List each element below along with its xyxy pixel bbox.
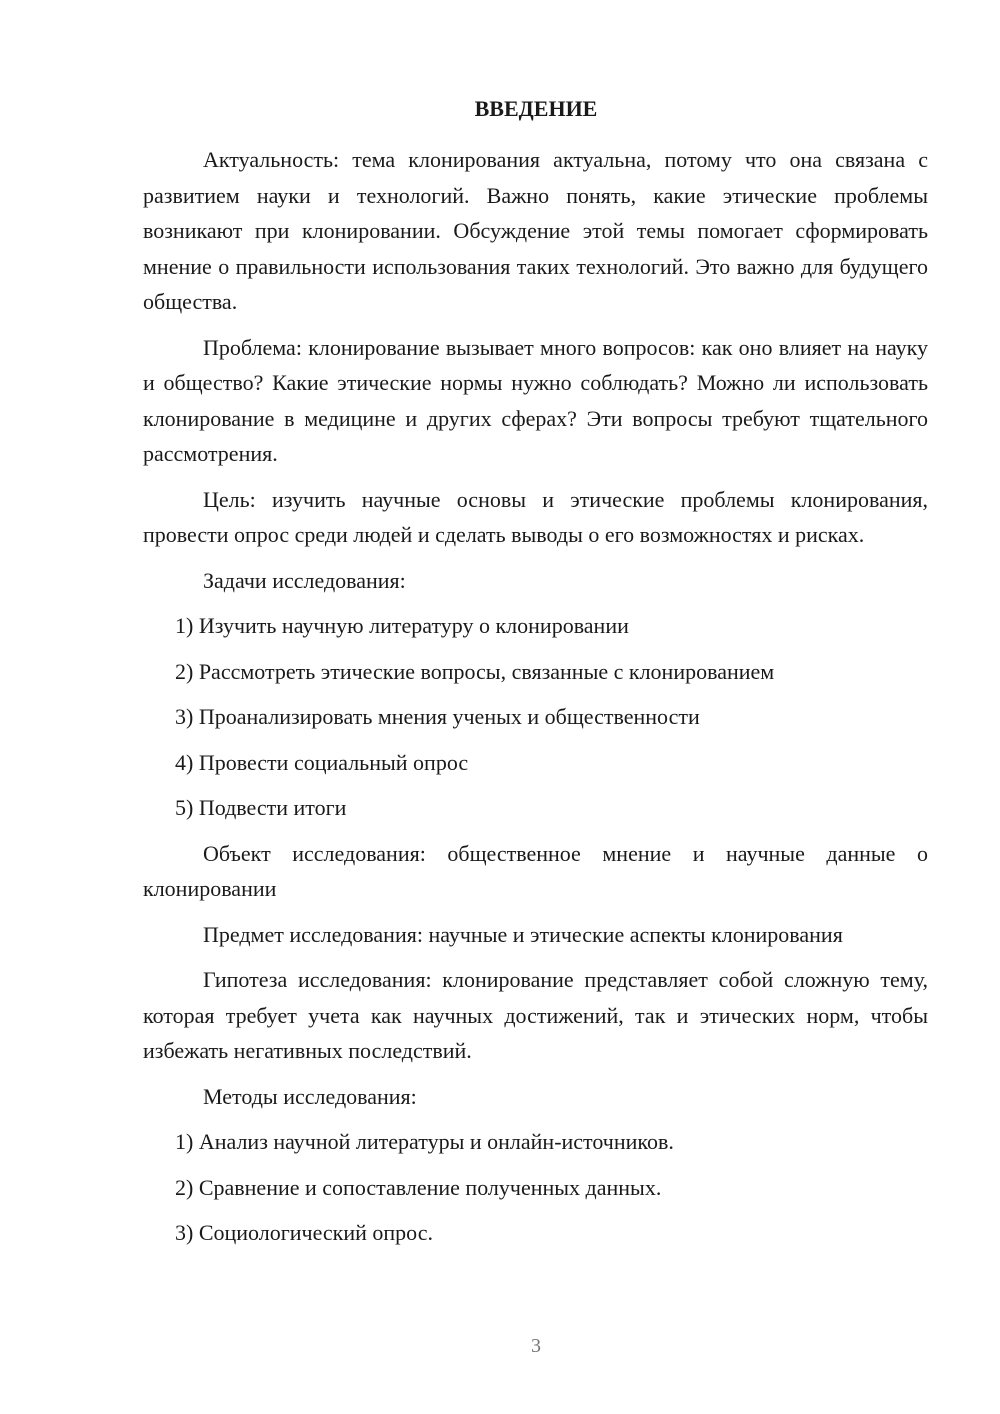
tasks-heading: Задачи исследования: — [203, 567, 406, 593]
subject-paragraph: Предмет исследования: научные и этические аспекты клонирования — [203, 921, 843, 947]
method-item: 3) Социологический опрос. — [175, 1220, 433, 1245]
object-paragraph: Объект исследования: общественное мнение и научные данные о клонировании — [143, 840, 928, 901]
task-item: 3) Проанализировать мнения ученых и общественности — [175, 704, 700, 729]
page-number: 3 — [531, 1335, 541, 1357]
task-item: 1) Изучить научную литературу о клонировании — [175, 613, 629, 638]
task-item: 4) Провести социальный опрос — [175, 749, 469, 775]
methods-heading: Методы исследования: — [203, 1083, 417, 1109]
relevance-paragraph: Актуальность: тема клонирования актуальна, потому что она связана с развитием науки и технологий. Важно понять, какие этические проблемы возникают при клонировании. Обсуждение этой темы помогает сформировать мнение о правильности использования таких технологий. Это важно для будущего общества. — [143, 147, 928, 314]
section-title: ВВЕДЕНИЕ — [474, 96, 598, 121]
goal-paragraph: Цель: изучить научные основы и этические проблемы клонирования, провести опрос среди людей и сделать выводы о его возможностях и рисках. — [143, 486, 928, 547]
task-item: 5) Подвести итоги — [175, 795, 347, 820]
document-body — [143, 142, 928, 1261]
hypothesis-paragraph: Гипотеза исследования: клонирование представляет собой сложную тему, которая требует учета как научных достижений, так и этических норм, чтобы избежать негативных последствий. — [143, 967, 928, 1063]
method-item: 2) Сравнение и сопоставление полученных данных. — [175, 1174, 662, 1200]
task-item: 2) Рассмотреть этические вопросы, связанные с клонированием — [175, 658, 775, 684]
method-item: 1) Анализ научной литературы и онлайн-источников. — [175, 1129, 674, 1154]
problem-paragraph: Проблема: клонирование вызывает много вопросов: как оно влияет на науку и общество? Какие этические нормы нужно соблюдать? Можно ли использовать клонирование в медицине и других сферах? Эти вопросы требуют тщательного рассмотрения. — [143, 334, 928, 466]
